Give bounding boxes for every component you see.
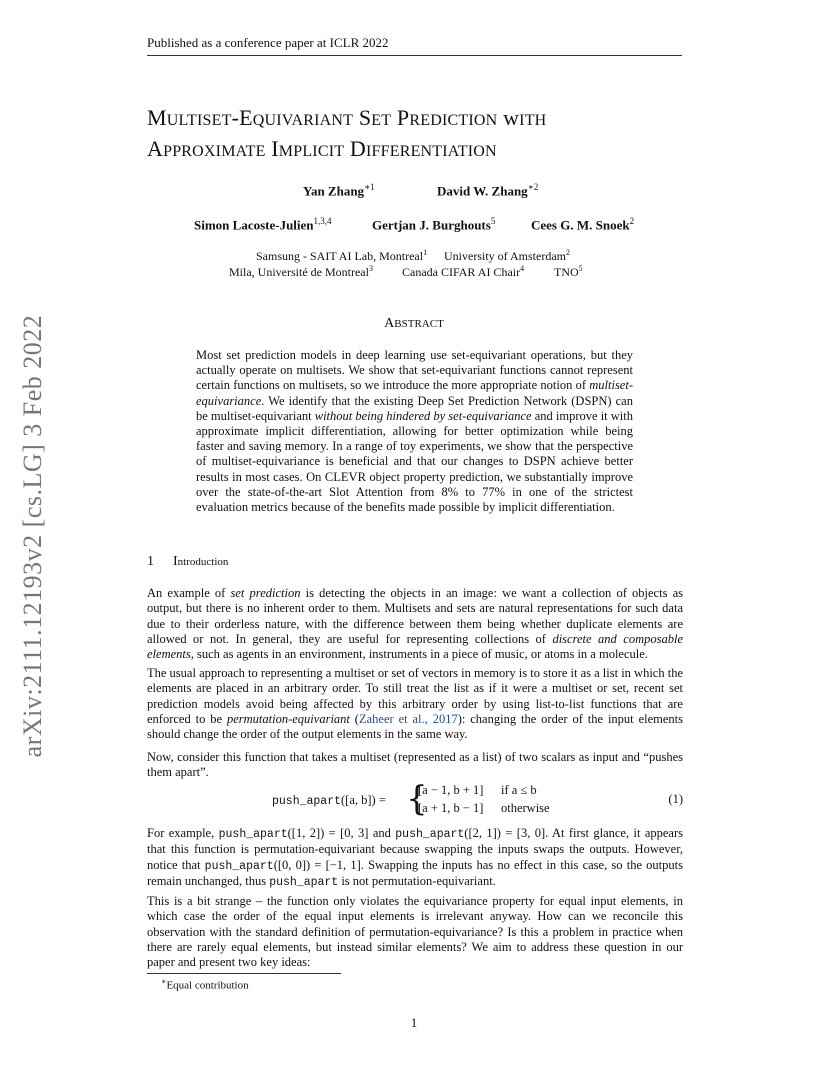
author-name: Cees G. M. Snoek [531,217,630,233]
paragraph-text: Now, consider this function that takes a multiset (represented as a list) of two scalars as input and “pushes them apart”. [147,750,683,780]
abstract-emphasis: without being hindered by set-equivariance [314,408,532,423]
affiliation-sup: 1 [423,248,428,257]
author-4 [372,216,495,233]
author-name: David W. Zhang [437,183,528,199]
paragraph-text: is detecting the objects in an image: we want a collection of objects as output, but there is no inherent order to them. Multisets and sets are natural representations for such data due to their orderless nature, with the difference between them being whether duplicate elements are allowed or not. In general, they are useful for representing collections of [147,586,683,646]
citation-link[interactable]: Zaheer et al., 2017 [358,711,458,726]
running-header: Published as a conference paper at ICLR 2022 [147,35,682,56]
section-title: Introduction [173,554,229,569]
affiliation-3 [229,264,373,280]
paragraph-text: is not permutation-equivariant. [338,873,496,888]
affiliation-1 [256,248,427,264]
affiliation-2 [444,248,570,264]
intro-paragraph-1 [147,586,683,662]
author-name: Gertjan J. Burghouts [372,217,491,233]
equation-case-2: [a + 1, b − 1] [418,801,484,815]
abstract-heading: ABSTRACT [384,316,444,331]
author-name: Yan Zhang [303,183,365,199]
affiliation-name: University of Amsterdam [444,249,566,263]
paragraph-text: ([0, 0]) = [−1, 1]. Swapping the inputs has no effect in this case, so the outputs remain unchanged, thus [147,857,683,888]
author-5 [531,216,634,233]
affiliation-name: Mila, Université de Montreal [229,265,369,279]
abstract-emphasis: multiset-equivariance [196,378,633,408]
paragraph-text: An example of [147,586,231,600]
paragraph-text: , such as agents in an environment, instruments in a piece of music, or atoms in a molecule. [190,647,648,662]
author-sup: 5 [490,216,496,226]
equation-condition-2: otherwise [501,801,550,815]
affiliation-name: Samsung - SAIT AI Lab, Montreal [256,249,424,263]
title-line-1: MULTISET-EQUIVARIANT SET PREDICTION wITH [147,105,547,130]
author-name: Simon Lacoste-Julien [194,217,314,233]
paragraph-text: ): changing the order of the input elements should change the order of the output elements in the same way. [147,711,683,742]
page-number: 1 [410,1015,418,1030]
intro-paragraph-3 [147,750,683,781]
equation-arg: ([a, b]) = [341,793,386,807]
paragraph-text: ([2, 1]) = [3, 0]. At first glance, it appears that this function is permutation-equivariant because swapping the inputs swaps the outputs. However, notice that [147,826,683,872]
footnote-text: Equal contribution [166,979,249,992]
abstract-body [196,348,633,515]
paragraph-emphasis: discrete and composable elements [147,631,683,662]
affiliation-sup: 2 [565,248,570,257]
intro-paragraph-2: The usual approach to representing a multiset or set of vectors in memory is to store it as a list in which the elements are placed in an arbitrary order. To still treat the list as if it were a multiset or set, recent set prediction models avoid being affected by this arbitrary order by using list-to-list functions that are enforced to be permutation-equivariant (Zaheer et al., 2017): changing the order of the input elements should change the order of the output elements in the same way. [147,666,683,742]
paragraph-emphasis: permutation-equivariant [226,711,350,726]
paragraph-text: This is a bit strange – the function only violates the equivariance property for equal input elements, in which case the order of the equal input elements is irrelevant anyway. How can we reconcile this observation with the standard definition of permutation-equivariance? Is this a problem in practice when there are rarely equal elements, but instead similar elements? We aim to address these question in our paper and present two key ideas: [147,894,683,970]
intro-paragraph-4 [147,826,683,890]
affiliation-sup: 3 [368,264,373,273]
paper-title [147,104,707,166]
paragraph-text: The usual approach to representing a multiset or set of vectors in memory is to store it as a list in which the elements are placed in an arbitrary order. To still treat the list as if it were a multiset or set, recent set prediction models avoid being affected by this arbitrary order by using list-to-list functions that are enforced to be [147,666,683,726]
author-3 [194,216,332,233]
affiliation-sup: 5 [578,264,583,273]
paragraph-text: ([1, 2]) = [0, 3] and [287,826,396,840]
equation-case-1: [a − 1, b + 1] [418,783,484,797]
equation-number: (1) [668,792,683,806]
equation-1 [147,779,683,819]
footnote-mark: ∗ [161,977,167,986]
title-line-2: APPROXIMATE IMPLICIT DIFFERENTIATION [147,136,497,161]
author-2 [437,182,538,199]
affiliation-name: Canada CIFAR AI Chair [402,265,521,279]
author-sup: 2 [629,216,635,226]
affiliation-5 [554,264,583,280]
author-sup: ∗1 [364,182,375,192]
author-1 [303,182,375,199]
affiliation-name: TNO [554,265,579,279]
function-name: push_apart [272,795,342,808]
arxiv-side-label: arXiv:2111.12193v2 [cs.LG] 3 Feb 2022 [18,314,47,758]
function-name: push_apart [218,828,288,841]
footnote-rule [147,973,341,974]
brace-icon: { [406,779,428,819]
author-sup: ∗2 [527,182,539,192]
function-name: push_apart [204,859,274,873]
equation-condition-1: if a ≤ b [501,783,537,797]
paragraph-text: For example, [147,826,219,840]
author-sup: 1,3,4 [313,216,332,226]
equation-lhs [272,793,386,808]
function-name: push_apart [269,875,339,889]
footnote [161,977,249,992]
function-name: push_apart [395,828,465,841]
section-number: 1 [147,554,154,569]
intro-paragraph-5 [147,894,683,970]
abstract-text: . We identify that the existing Deep Set Prediction Network (DSPN) can be multiset-equivariant [196,393,633,423]
paragraph-emphasis: set prediction [230,586,301,600]
affiliation-sup: 4 [520,264,525,273]
affiliation-4 [402,264,524,280]
abstract-text: and improve it with approximate implicit differentiation, allowing for better optimization while being faster and saving memory. In a range of toy experiments, we show that the perspective of multiset-equivariance is beneficial and that our changes to DSPN achieve better results in most cases. On CLEVR object property prediction, we substantially improve over the state-of-the-art Slot Attention from 8% to 77% in one of the strictest evaluation metrics because of the benefits made possible by implicit differentiation. [196,408,634,515]
abstract-text: Most set prediction models in deep learning use set-equivariant operations, but they actually operate on multisets. We show that set-equivariant functions cannot represent certain functions on multisets, so we introduce the more appropriate notion of [196,348,633,393]
